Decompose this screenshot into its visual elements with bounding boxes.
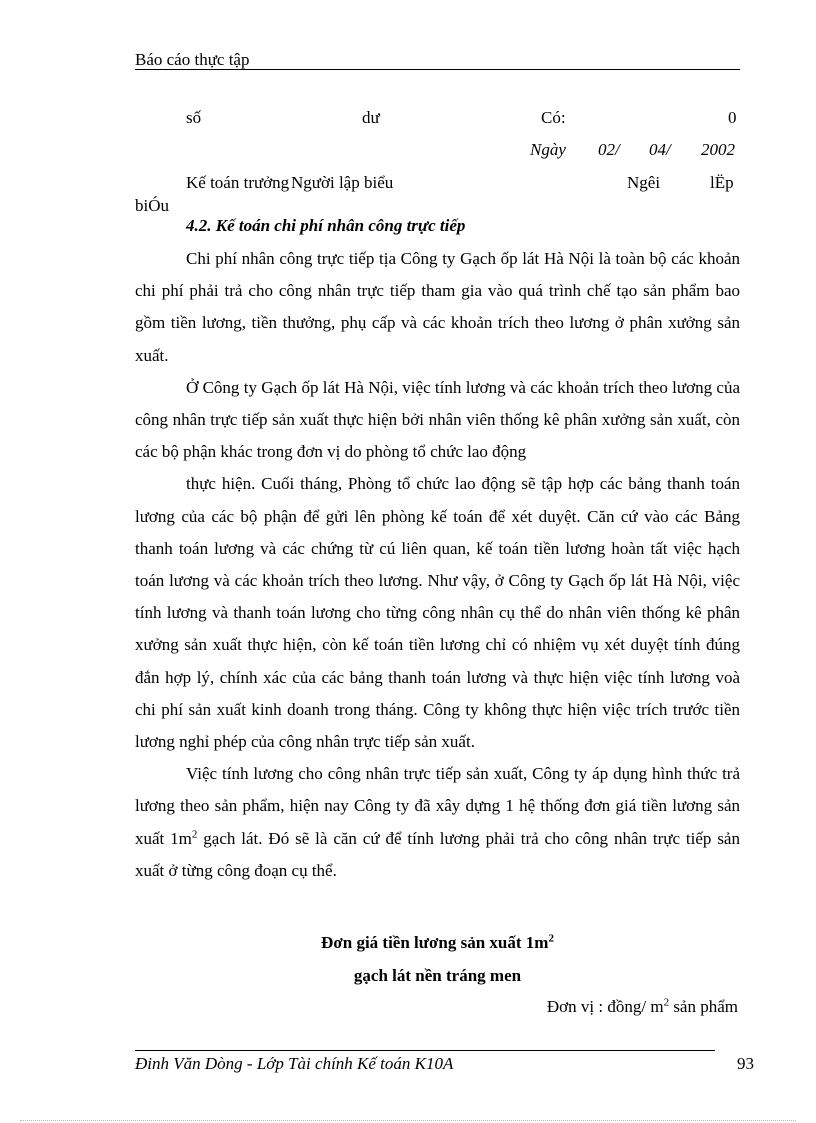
date-month: 04/: [649, 140, 671, 159]
signature-ke-toan-truong: Kế toán trưởng: [186, 173, 290, 192]
header-rule: [135, 69, 740, 70]
footer-page-number: 93: [737, 1054, 754, 1073]
paragraph-1: Chi phí nhân công trực tiếp tịa Công ty Gạch ốp lát Hà Nội là toàn bộ các khoản chi phí phải trả cho công nhân trực tiếp tham gia vào quá trình chế tạo sản phẩm bao gồm tiền lương, tiền thưởng, phụ cấp và các khoản trích theo lương ở phân xưởng sản xuất.: [135, 249, 740, 365]
signature-garbled-2: lËp: [710, 173, 734, 192]
page-header-title: Báo cáo thực tập: [135, 50, 250, 69]
table-unit-superscript: 2: [663, 996, 670, 1009]
balance-label-du: dư: [362, 108, 380, 127]
date-label-ngay: Ngày: [530, 140, 566, 159]
body-text: [135, 243, 740, 887]
signature-nguoi-lap-bieu: Người lập biểu: [291, 173, 394, 192]
balance-value: 0: [728, 108, 737, 127]
signature-garbled-3: biÓu: [135, 196, 169, 215]
signature-garbled-1: Ngêi: [627, 173, 661, 192]
date-day: 02/: [598, 140, 620, 159]
page-bottom-edge: [20, 1120, 796, 1121]
paragraph-3: thực hiện. Cuối tháng, Phòng tổ chức lao động sẽ tập hợp các bảng thanh toán lương của các bộ phận để gửi lên phòng kế toán để xét duyệt. Căn cứ vào các Bảng thanh toán lương và các chứng từ cú liên quan, kế toán tiền lương hoàn tất việc hạch toán lương và các khoản trích theo lương. Như vậy, ở Công ty Gạch ốp lát Hà Nội, việc tính lương và thanh toán lương cho từng công nhân cụ thể do nhân viên thống kê phân xưởng sản xuất thực hiện, còn kế toán tiền lương chỉ có nhiệm vụ xét duyệt tính đúng đắn hợp lý, chính xác của các bảng thanh toán lương và thực hiện việc tính lương voà chi phí sản xuất kinh doanh trong tháng. Công ty không thực hiện việc trích trước tiền lương nghỉ phép của công nhân trực tiếp sản xuất.: [135, 474, 740, 752]
table-unit: [547, 997, 738, 1017]
paragraph-4-part-2: gạch lát. Đó sẽ là căn cứ để tính lương phải trả cho công nhân trực tiếp sản xuất ở từng công đoạn cụ thể.: [135, 828, 740, 880]
balance-label-co: Có:: [541, 108, 566, 127]
table-title-line-1-superscript: 2: [548, 932, 554, 945]
date-year: 2002: [701, 140, 735, 159]
section-heading: 4.2. Kế toán chi phí nhân công trực tiếp: [186, 216, 466, 235]
paragraph-4: [135, 758, 740, 887]
balance-label-so: số: [186, 108, 202, 127]
table-title-line-1: [135, 933, 740, 953]
paragraph-4-superscript: 2: [191, 828, 198, 840]
table-title-line-2: gạch lát nền tráng men: [353, 966, 522, 985]
paragraph-4-part-1: Việc tính lương cho công nhân trực tiếp sản xuất, Công ty áp dụng hình thức trả lương theo sản phẩm, hiện nay Công ty đã xây dựng 1 hệ thống đơn giá tiền lương sản xuất 1m: [135, 764, 740, 848]
table-unit-text: Đơn vị : đồng/ m: [546, 997, 664, 1016]
footer-author: Đinh Văn Dòng - Lớp Tài chính Kế toán K10A: [135, 1054, 454, 1073]
table-title-line-1-text: Đơn giá tiền lương sản xuất 1m: [321, 933, 549, 952]
footer-rule: [135, 1050, 715, 1051]
table-unit-text-2: sản phẩm: [669, 997, 738, 1016]
paragraph-2: Ở Công ty Gạch ốp lát Hà Nội, việc tính lương và các khoản trích theo lương của công nhân trực tiếp sản xuất thực hiện bởi nhân viên thống kê phân xưởng sản xuất, còn các bộ phận khác trong đơn vị do phòng tổ chức lao động: [135, 377, 740, 462]
